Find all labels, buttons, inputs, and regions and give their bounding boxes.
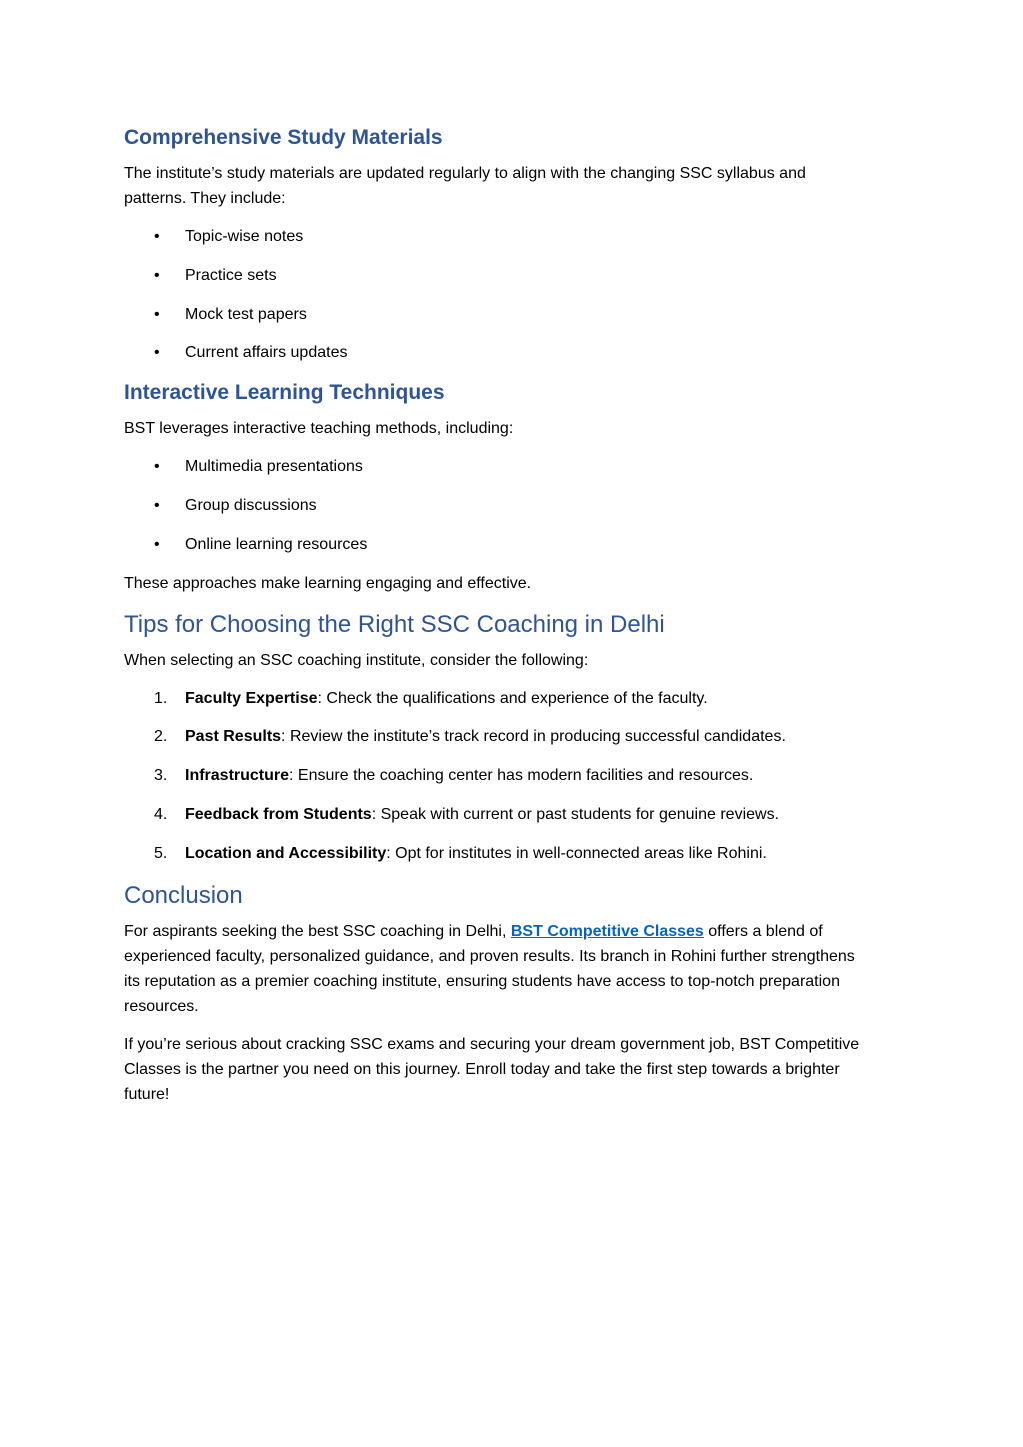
list-item: • Group discussions [124, 493, 864, 518]
list-number: 1. [154, 689, 168, 707]
list-item [124, 686, 864, 711]
list-number: 5. [154, 844, 168, 862]
paragraph-conclusion-1: For aspirants seeking the best SSC coaching in Delhi, BST Competitive Classes offers a blend of experienced faculty, personalized guidance, and proven results. Its branch in Rohini further strengthens its reputation as a premier coaching institute, ensuring students have access to top-notch preparation resources. [124, 922, 855, 1015]
bullet-icon: • [154, 535, 160, 553]
list-item [124, 724, 864, 749]
bullet-icon: • [154, 228, 160, 245]
bullet-icon: • [154, 496, 160, 514]
tip-text: : Speak with current or past students for genuine reviews. [371, 805, 780, 823]
list-number: 4. [154, 805, 168, 823]
heading-study-materials: Comprehensive Study Materials [124, 126, 443, 149]
bullet-icon: • [154, 458, 160, 476]
tip-term: Location and Accessibility [185, 844, 387, 862]
document-body [124, 124, 864, 1120]
list-number: 2. [154, 728, 168, 746]
list-study-materials [124, 224, 864, 365]
bullet-icon: • [154, 344, 160, 362]
tip-text: : Check the qualifications and experience of the faculty. [317, 689, 708, 707]
list-item: • Multimedia presentations [124, 454, 864, 479]
paragraph-interactive-outro: These approaches make learning engaging and effective. [124, 574, 532, 592]
list-item: • Current affairs updates [124, 340, 864, 365]
paragraph-conclusion-2: If you’re serious about cracking SSC exams and securing your dream government job, BST Competitive Classes is the partner you need on this journey. Enroll today and take the first step towards a brighter future! [124, 1035, 860, 1103]
list-tips [124, 686, 864, 866]
list-number: 3. [154, 767, 168, 785]
list-item: • Practice sets [124, 263, 864, 288]
paragraph-study-materials-intro: The institute’s study materials are updated regularly to align with the changing SSC syllabus and patterns. They include: [124, 165, 806, 207]
list-item: • Topic-wise notes [124, 224, 864, 249]
heading-interactive-learning: Interactive Learning Techniques [124, 381, 445, 405]
tip-text: : Review the institute’s track record in producing successful candidates. [281, 728, 786, 746]
tip-term: Infrastructure [185, 767, 290, 785]
tip-text: : Opt for institutes in well-connected areas like Rohini. [386, 844, 767, 862]
tip-term: Faculty Expertise [185, 689, 318, 707]
tip-text: : Ensure the coaching center has modern facilities and resources. [289, 767, 754, 785]
bullet-icon: • [154, 305, 160, 323]
list-interactive-methods [124, 454, 864, 557]
list-item [124, 841, 864, 866]
paragraph-interactive-intro: BST leverages interactive teaching methods, including: [124, 420, 514, 438]
heading-tips: Tips for Choosing the Right SSC Coaching in Delhi [124, 610, 665, 638]
tip-term: Feedback from Students [185, 805, 372, 823]
list-item [124, 802, 864, 827]
tip-term: Past Results [185, 728, 282, 746]
heading-conclusion: Conclusion [124, 881, 243, 909]
list-item: • Online learning resources [124, 532, 864, 557]
bullet-icon: • [154, 266, 160, 284]
list-item [124, 763, 864, 788]
paragraph-tips-intro: When selecting an SSC coaching institute, consider the following: [124, 651, 589, 669]
bst-competitive-classes-link[interactable]: BST Competitive Classes [510, 922, 704, 940]
list-item: • Mock test papers [124, 302, 864, 327]
